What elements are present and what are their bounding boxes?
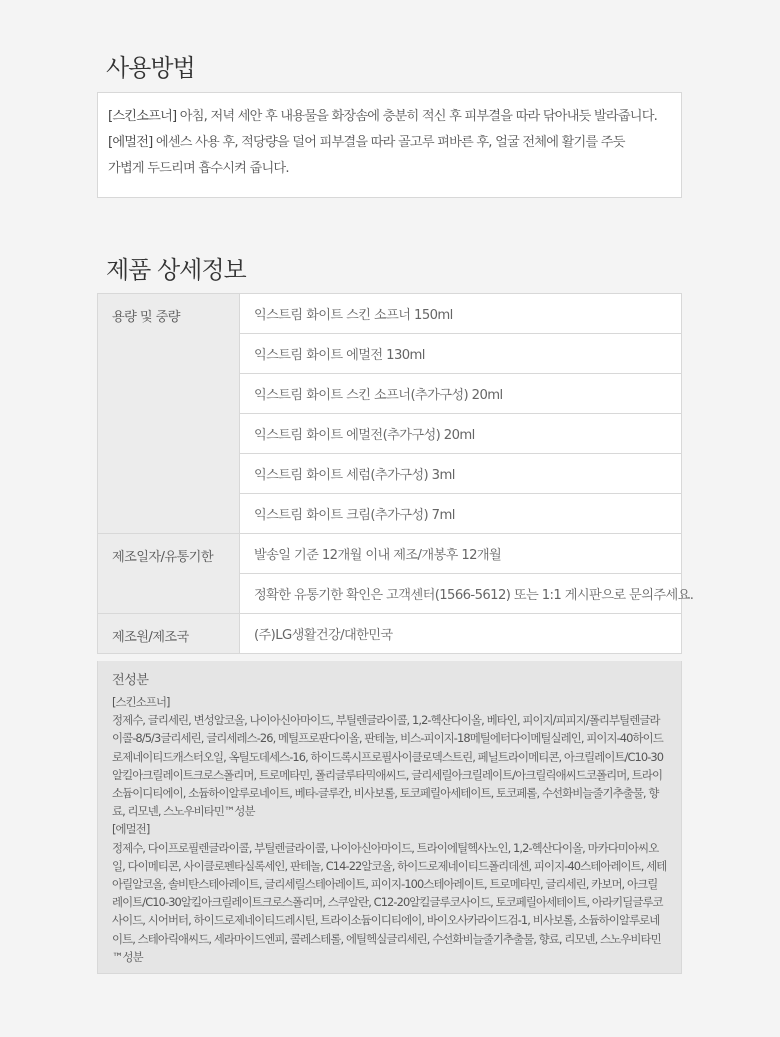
ingredients-emulsion-label: [에멀전] [112,822,150,837]
maker-label: 제조원/제조국 [98,614,240,654]
expiry-value: 발송일 기준 12개월 이내 제조/개봉후 12개월 [240,534,682,574]
usage-tag-emulsion: [에멀전] [108,135,153,150]
volume-value: 익스트림 화이트 크림(추가구성) 7ml [240,494,682,534]
usage-section-title: 사용방법 [106,54,195,82]
usage-text-skin: 아침, 저녁 세안 후 내용물을 화장솜에 충분히 적신 후 피부결을 따라 닦아내듯 발라줍니다. [176,109,658,124]
table-row [98,534,682,574]
volume-label: 용량 및 중량 [98,294,240,534]
ingredients-emulsion-text: 정제수, 다이프로필렌글라이콜, 부틸렌글라이콜, 나이아신아마이드, 트라이에틸헥사노인, 1,2-헥산다이올, 마카다미아씨오일, 다이메티콘, 사이클로펜타실록세인, 판테놀, C14-22알코올, 하이드로제네이티드폴리데센, 피이지-40스테아레이트, 세테아릴알코올, 솔비탄스테아레이트, 글리세릴스테아레이트, 피이지-100스테아레이트, 트로메타민, 글리세린, 카보머, 아크릴레이트/C10-30알킬아크릴레이트크로스폴리머, 스쿠알란, C12-20알킬글루코사이드, 토코페릴아세테이트, 아라키딜글루코사이드, 시어버터, 하이드로제네이티드레시틴, 트라이소듐이디티에이, 바이오사카라이드검-1, 비사보롤, 소듐하이알루로네이트, 스테아릭애씨드, 세라마이드엔피, 콜레스테롤, 에틸헥실글리세린, 수선화비늘줄기추출물, 향료, 리모넨, 스노우비타민™성분 [112,840,667,964]
ingredients-skin-label: [스킨소프너] [112,695,170,709]
volume-value: 익스트림 화이트 에멀전(추가구성) 20ml [240,414,682,454]
volume-value: 익스트림 화이트 스킨 소프너(추가구성) 20ml [240,374,682,414]
ingredients-title: 전성분 [112,673,149,688]
detail-section-title: 제품 상세정보 [106,256,246,284]
volume-value: 익스트림 화이트 스킨 소프너 150ml [240,294,682,334]
usage-line-continued [108,156,671,182]
ingredients-box [97,661,682,974]
expiry-label: 제조일자/유통기한 [98,534,240,614]
maker-value: (주)LG생활건강/대한민국 [240,614,682,654]
volume-value: 익스트림 화이트 에멀전 130ml [240,334,682,374]
expiry-value: 정확한 유통기한 확인은 고객센터(1566-5612) 또는 1:1 게시판으로 문의주세요. [240,574,682,614]
table-row [98,294,682,334]
usage-line-emulsion [108,130,671,156]
table-row [98,614,682,654]
volume-value: 익스트림 화이트 세럼(추가구성) 3ml [240,454,682,494]
usage-box [97,92,682,198]
ingredients-skin-text: 정제수, 글리세린, 변성알코올, 나이아신아마이드, 부틸렌글라이콜, 1,2-헥산다이올, 베타인, 피이지/피피지/폴리부틸렌글라이콜-8/5/3글리세린, 글리세레스-26, 메틸프로판다이올, 판테놀, 비스-피이지-18메틸에터다이메틸실레인, 피이지-40하이드로제네이티드캐스터오일, 옥틸도데세스-16, 하이드록시프로필사이클로덱스트린, 페닐트라이메티콘, 아크릴레이트/C10-30알킬아크릴레이트크로스폴리머, 트로메타민, 폴리글루타믹애씨드, 글리세릴아크릴레이트/아크릴릭애씨드코폴리머, 트라이소듐이디티에이, 소듐하이알루로네이트, 베타-글루칸, 비사보롤, 토코페릴아세테이트, 토코페롤, 수선화비늘줄기추출물, 향료, 리모넨, 스노우비타민™성분 [112,713,664,819]
usage-text-continued: 가볍게 두드리며 흡수시켜 줍니다. [108,161,289,176]
product-info-table [97,293,694,654]
usage-tag-skin: [스킨소프너] [108,109,177,124]
usage-text-emulsion: 에센스 사용 후, 적당량을 덜어 피부결을 따라 골고루 펴바른 후, 얼굴 전체에 활기를 주듯 [152,135,625,150]
usage-line-skin [108,104,671,130]
